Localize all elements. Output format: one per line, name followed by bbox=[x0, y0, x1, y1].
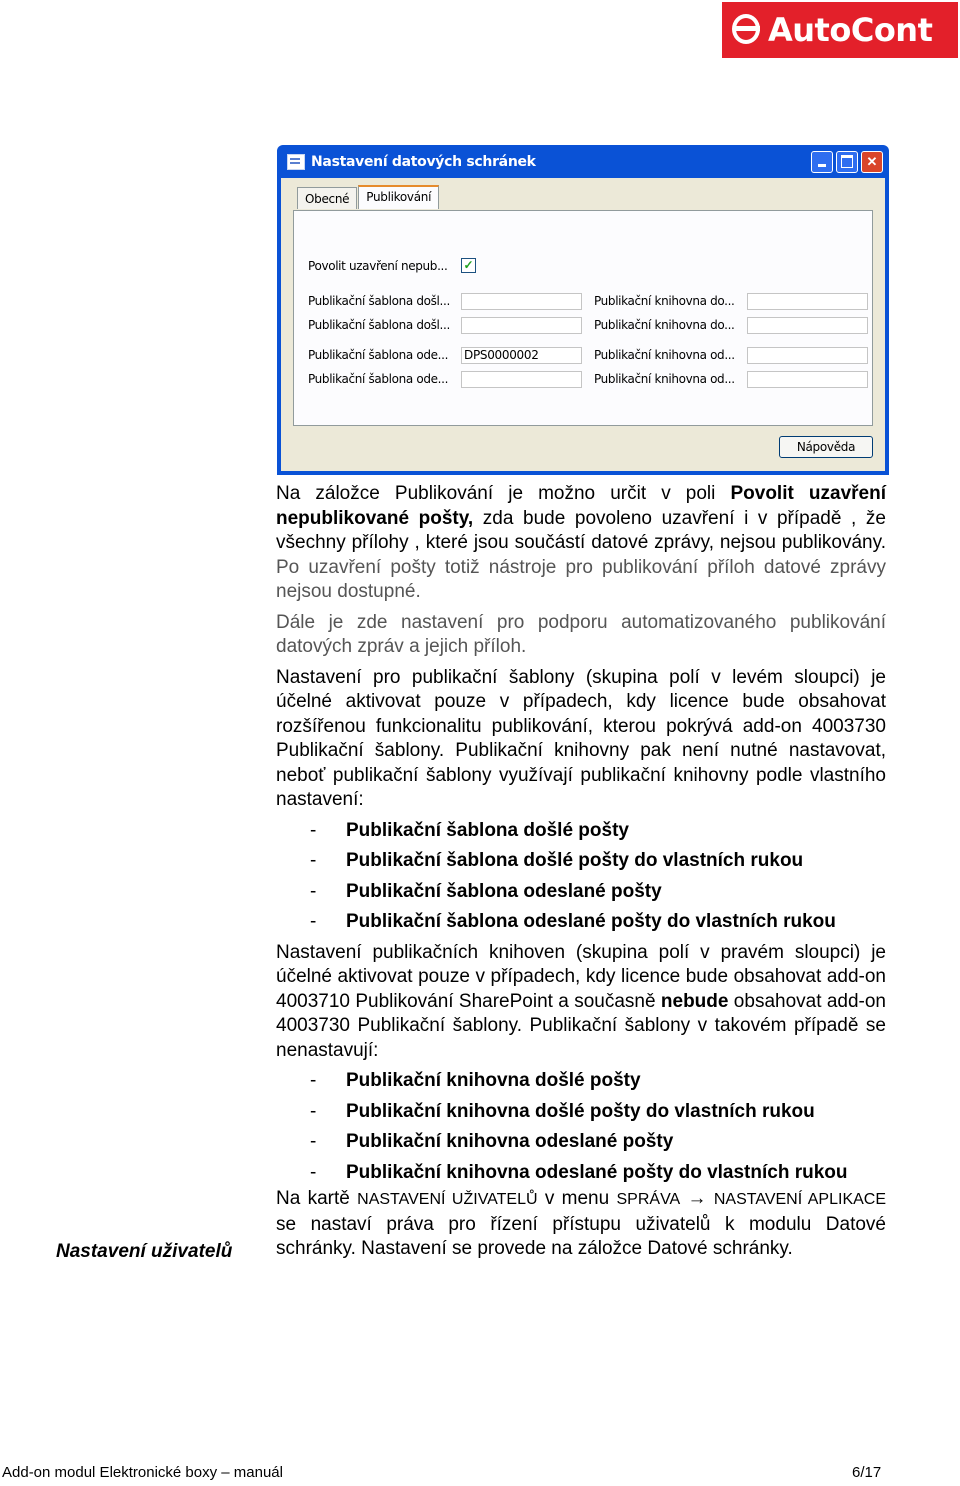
allow-close-checkbox[interactable] bbox=[461, 258, 476, 273]
list-item: - Publikační šablona odeslané pošty bbox=[276, 880, 886, 905]
logo-text: AutoCont bbox=[768, 11, 933, 49]
paragraph-3: Nastavení pro publikační šablony (skupina polí v levém sloupci) je účelné aktivovat pouze v případech, kdy licence bude obsahovat rozšířenou funkcionalitu publikování, kterou pokrývá add-on 4003730 Publikační šablony. Publikační knihovny pak není nutné nastavovat, neboť publikační šablony využívají publikační knihovny podle vlastního nastavení: bbox=[276, 666, 886, 810]
list-item: - Publikační šablona došlé pošty do vlastních rukou bbox=[276, 849, 886, 874]
side-heading: Nastavení uživatelů bbox=[56, 1241, 233, 1262]
body-text bbox=[276, 482, 886, 1268]
list-item: - Publikační knihovna odeslané pošty do vlastních rukou bbox=[276, 1161, 886, 1186]
right-field-input[interactable] bbox=[747, 293, 868, 310]
text-run: Po uzavření pošty totiž nástroje pro publikování příloh datové zprávy nejsou dostupné. bbox=[276, 556, 886, 602]
text-run: Na záložce Publikování je možno určit v poli bbox=[276, 483, 731, 504]
template-list bbox=[276, 819, 886, 935]
tab-obecne[interactable]: Obecné bbox=[297, 187, 357, 209]
left-field-label: Publikační šablona ode... bbox=[308, 372, 449, 386]
autocont-logo bbox=[722, 2, 958, 58]
text-run: zda bude povoleno uzavření i v případě , že všechny přílohy , které jsou součástí datové zprávy, nejsou publikovány. bbox=[276, 507, 886, 553]
text-run: obsahovat add-on 4003730 Publikační šablony. Publikační šablony v takovém případě se nenastavují: bbox=[276, 990, 887, 1061]
left-field-label: Publikační šablona došl... bbox=[308, 294, 450, 308]
tab-publikovani[interactable]: Publikování bbox=[358, 185, 439, 209]
arrow-icon: → bbox=[687, 1188, 707, 1209]
minimize-button[interactable] bbox=[811, 151, 833, 173]
left-field-label: Publikační šablona došl... bbox=[308, 318, 450, 332]
right-field-input[interactable] bbox=[747, 347, 868, 364]
left-field-input[interactable] bbox=[461, 293, 582, 310]
text-run: se nastaví práva pro řízení přístupu uživatelů k modulu Datové schránky. Nastavení se provede na záložce Datové schránky. bbox=[276, 1213, 886, 1259]
left-field-input[interactable] bbox=[461, 317, 582, 334]
logo-a-icon bbox=[732, 12, 764, 48]
checkbox-label: Povolit uzavření nepub... bbox=[308, 259, 448, 273]
close-icon: ✕ bbox=[866, 153, 878, 169]
right-field-input[interactable] bbox=[747, 317, 868, 334]
form-icon bbox=[287, 154, 305, 170]
tab-panel bbox=[293, 210, 873, 426]
list-item: - Publikační knihovna došlé pošty do vlastních rukou bbox=[276, 1100, 886, 1125]
bold-word: nebude bbox=[660, 990, 729, 1012]
right-field-label: Publikační knihovna od... bbox=[594, 348, 735, 362]
right-field-label: Publikační knihovna do... bbox=[594, 318, 735, 332]
paragraph-1 bbox=[276, 482, 886, 605]
paragraph-5 bbox=[276, 1187, 886, 1262]
check-icon: ✓ bbox=[463, 258, 474, 272]
text-run: Na kartě bbox=[276, 1188, 358, 1209]
list-item: - Publikační knihovna došlé pošty bbox=[276, 1069, 886, 1094]
library-list bbox=[276, 1069, 886, 1185]
settings-dialog bbox=[277, 145, 889, 475]
menu-path: NASTAVENÍ UŽIVATELŮ bbox=[357, 1191, 538, 1208]
paragraph-4 bbox=[276, 941, 886, 1064]
bold-field-name: Povolit uzavření nepublikované pošty, bbox=[276, 483, 886, 529]
dialog-titlebar bbox=[281, 145, 885, 178]
help-button[interactable]: Nápověda bbox=[779, 436, 873, 458]
right-field-label: Publikační knihovna do... bbox=[594, 294, 735, 308]
dialog-title: Nastavení datových schránek bbox=[311, 153, 536, 170]
text-run: Nastavení publikačních knihoven (skupina polí v pravém sloupci) je účelné aktivovat pouze v případech, kdy licence bude obsahovat add-on 4003710 Publikování SharePoint a současně bbox=[276, 941, 886, 1012]
list-item: - Publikační knihovna odeslané pošty bbox=[276, 1130, 886, 1155]
maximize-icon bbox=[841, 155, 853, 168]
footer-title: Add-on modul Elektronické boxy – manuál bbox=[2, 1464, 283, 1481]
list-item: - Publikační šablona odeslané pošty do vlastních rukou bbox=[276, 910, 886, 935]
right-field-input[interactable] bbox=[747, 371, 868, 388]
page-number: 6/17 bbox=[852, 1464, 882, 1481]
list-item: - Publikační šablona došlé pošty bbox=[276, 819, 886, 844]
dialog-client bbox=[281, 178, 885, 471]
paragraph-2: Dále je zde nastavení pro podporu automatizovaného publikování datových zpráv a jejich příloh. bbox=[276, 611, 886, 657]
menu-path: SPRÁVA bbox=[616, 1191, 681, 1208]
left-field-input[interactable] bbox=[461, 371, 582, 388]
left-field-label: Publikační šablona ode... bbox=[308, 348, 449, 362]
minimize-icon bbox=[818, 164, 826, 167]
left-field-input[interactable]: DPS0000002 bbox=[461, 347, 582, 364]
close-button[interactable] bbox=[861, 151, 883, 173]
text-run: v menu bbox=[537, 1188, 617, 1209]
maximize-button[interactable] bbox=[836, 151, 858, 173]
right-field-label: Publikační knihovna od... bbox=[594, 372, 735, 386]
menu-path: NASTAVENÍ APLIKACE bbox=[713, 1191, 887, 1208]
